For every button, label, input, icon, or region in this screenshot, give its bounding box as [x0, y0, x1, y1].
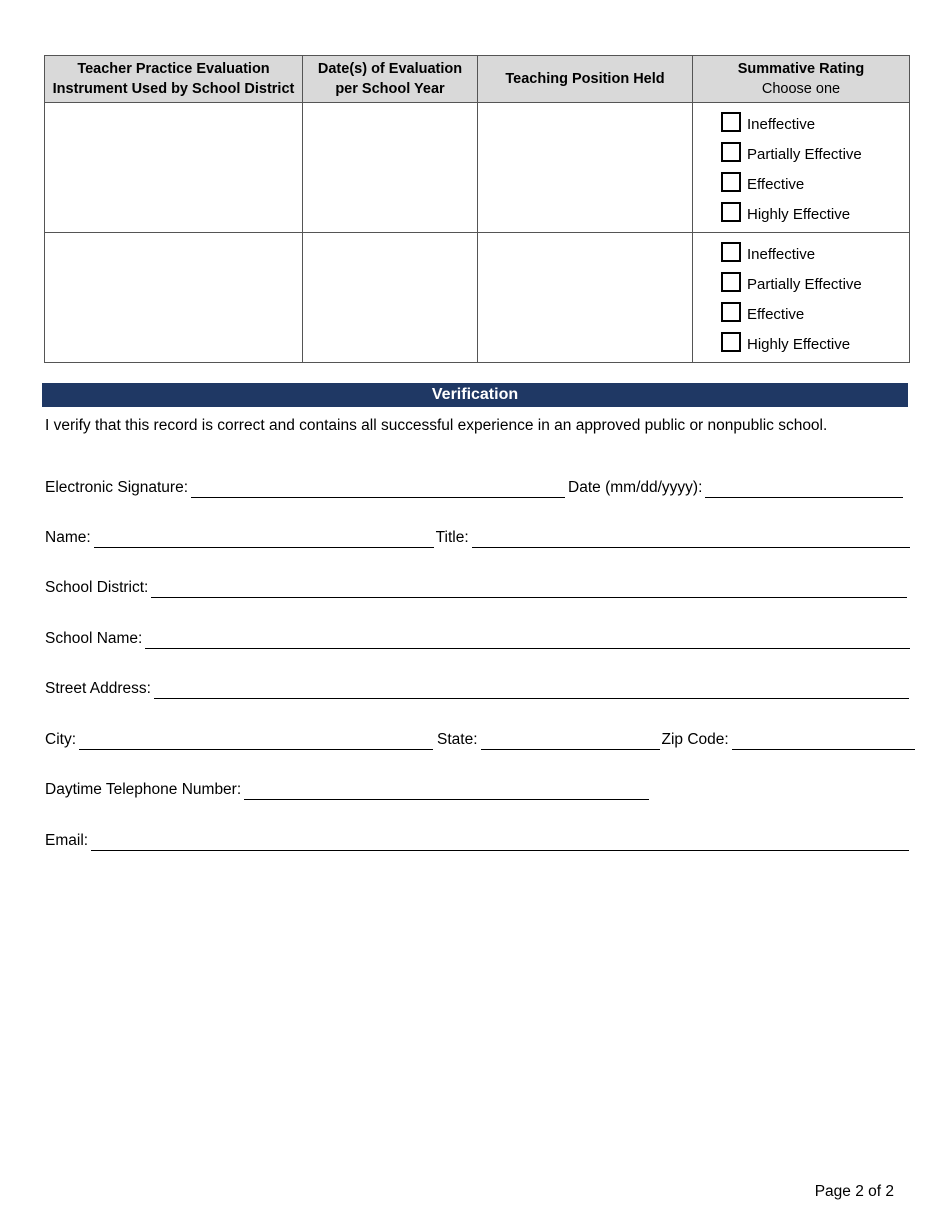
school-name-field[interactable] — [145, 632, 910, 649]
state-field[interactable] — [481, 733, 660, 750]
table-row — [45, 233, 910, 363]
title-label: Title: — [435, 529, 469, 546]
phone-row — [45, 778, 913, 800]
checkbox[interactable] — [721, 302, 741, 322]
position-cell[interactable] — [478, 103, 693, 233]
rating-cell — [693, 103, 910, 233]
city-field[interactable] — [79, 733, 433, 750]
checkbox[interactable] — [721, 172, 741, 192]
checkbox[interactable] — [721, 142, 741, 162]
rating-option-effective[interactable]: Effective — [721, 299, 909, 329]
school-district-label: School District: — [45, 579, 149, 596]
date-label: Date (mm/dd/yyyy): — [568, 479, 703, 496]
verification-heading: Verification — [42, 383, 908, 407]
position-cell[interactable] — [478, 233, 693, 363]
header-instrument: Teacher Practice Evaluation Instrument Used by School District — [45, 56, 303, 103]
name-row — [45, 526, 913, 548]
school-district-field[interactable] — [151, 581, 907, 598]
checkbox[interactable] — [721, 332, 741, 352]
date-field[interactable] — [705, 481, 903, 498]
email-row — [45, 829, 913, 851]
evaluation-table — [44, 55, 910, 363]
instrument-cell[interactable] — [45, 103, 303, 233]
rating-option-highly-effective[interactable]: Highly Effective — [721, 329, 909, 359]
email-label: Email: — [45, 832, 89, 849]
zip-label: Zip Code: — [661, 731, 729, 748]
table-row — [45, 103, 910, 233]
name-label: Name: — [45, 529, 91, 546]
page-number: Page 2 of 2 — [814, 1183, 894, 1200]
rating-option-ineffective[interactable]: Ineffective — [721, 109, 909, 139]
checkbox[interactable] — [721, 202, 741, 222]
city-label: City: — [45, 731, 76, 748]
email-field[interactable] — [91, 834, 909, 851]
rating-option-ineffective[interactable]: Ineffective — [721, 239, 909, 269]
rating-option-partially-effective[interactable]: Partially Effective — [721, 269, 909, 299]
instrument-cell[interactable] — [45, 233, 303, 363]
street-address-label: Street Address: — [45, 680, 151, 697]
signature-label: Electronic Signature: — [45, 479, 189, 496]
phone-field[interactable] — [244, 783, 649, 800]
header-dates: Date(s) of Evaluation per School Year — [303, 56, 478, 103]
school-name-row — [45, 627, 913, 649]
school-district-row — [45, 576, 913, 598]
zip-field[interactable] — [732, 733, 915, 750]
rating-option-partially-effective[interactable]: Partially Effective — [721, 139, 909, 169]
street-address-row — [45, 677, 913, 699]
dates-cell[interactable] — [303, 233, 478, 363]
school-name-label: School Name: — [45, 630, 143, 647]
dates-cell[interactable] — [303, 103, 478, 233]
verification-statement: I verify that this record is correct and contains all successful experience in an approved public or nonpublic school. — [45, 417, 828, 434]
signature-row — [45, 476, 913, 498]
street-address-field[interactable] — [154, 682, 909, 699]
signature-field[interactable] — [191, 481, 565, 498]
header-rating: Summative Rating Choose one — [693, 56, 910, 103]
phone-label: Daytime Telephone Number: — [45, 781, 242, 798]
rating-cell — [693, 233, 910, 363]
checkbox[interactable] — [721, 272, 741, 292]
rating-option-highly-effective[interactable]: Highly Effective — [721, 199, 909, 229]
checkbox[interactable] — [721, 112, 741, 132]
checkbox[interactable] — [721, 242, 741, 262]
header-position: Teaching Position Held — [478, 56, 693, 103]
city-state-zip-row — [45, 728, 913, 750]
state-label: State: — [437, 731, 478, 748]
name-field[interactable] — [94, 531, 434, 548]
rating-option-effective[interactable]: Effective — [721, 169, 909, 199]
title-field[interactable] — [472, 531, 910, 548]
